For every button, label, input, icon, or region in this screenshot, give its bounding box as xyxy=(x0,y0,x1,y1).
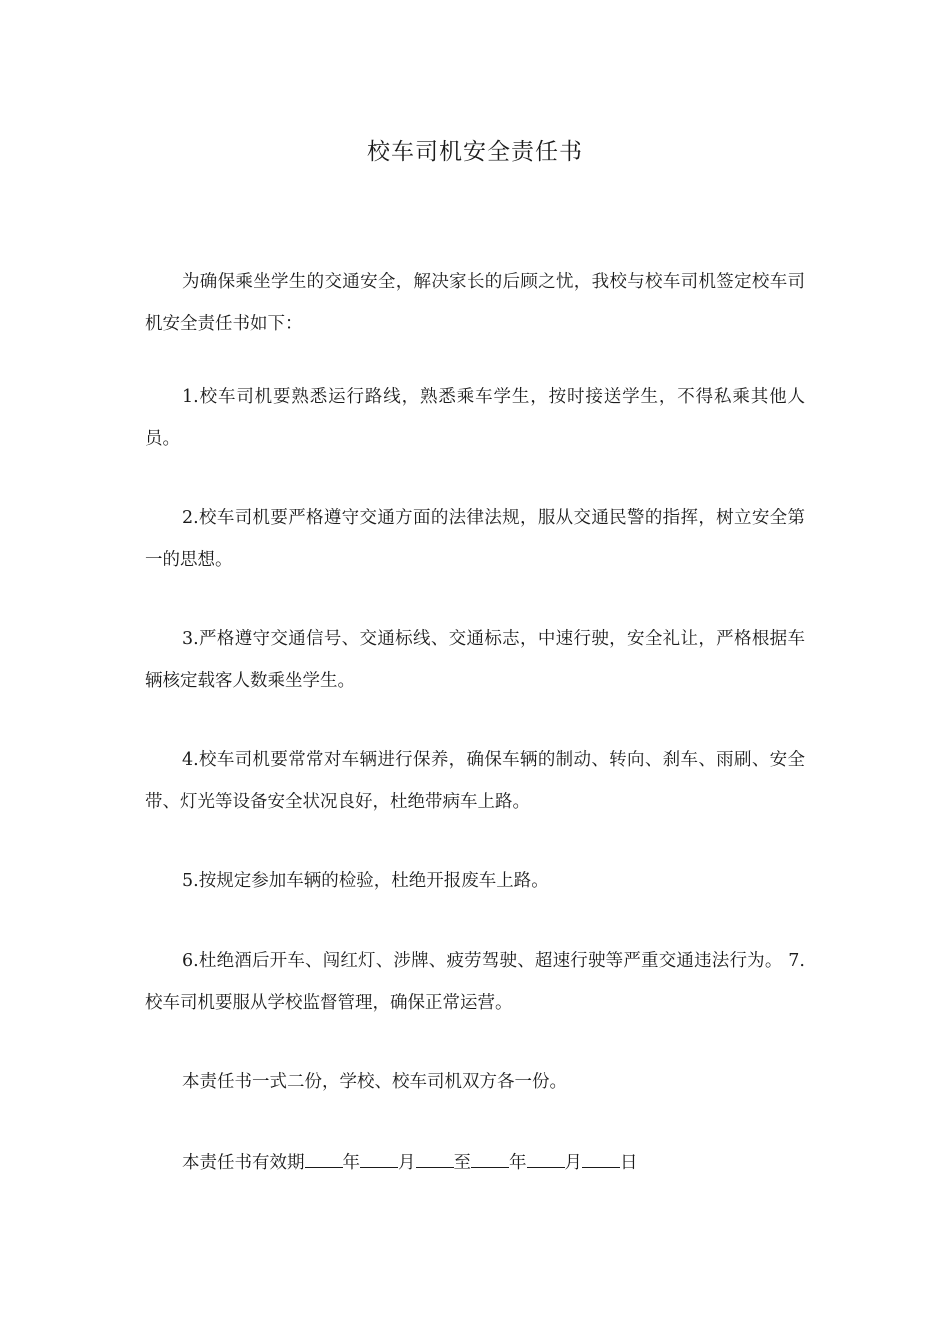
year-label-2: 年 xyxy=(509,1153,527,1173)
month-label-2: 月 xyxy=(564,1153,582,1173)
copies-note: 本责任书一式二份，学校、校车司机双方各一份。 xyxy=(182,1072,567,1092)
clause-6-7: 6.杜绝酒后开车、闯红灯、涉牌、疲劳驾驶、超速行驶等严重交通违法行为。 7. 校车司机要服从学校监督管理，确保正常运营。 xyxy=(145,951,805,1013)
clause-3: 3.严格遵守交通信号、交通标线、交通标志，中速行驶，安全礼让，严格根据车辆核定载客人数乘坐学生。 xyxy=(145,629,805,691)
clause-5: 5.按规定参加车辆的检验，杜绝开报废车上路。 xyxy=(182,871,549,891)
month-blank-1 xyxy=(360,1149,398,1168)
clause-4: 4.校车司机要常常对车辆进行保养，确保车辆的制动、转向、刹车、雨刷、安全带、灯光等设备安全状况良好，杜绝带病车上路。 xyxy=(145,750,805,812)
day-blank-2 xyxy=(582,1149,620,1168)
year-blank-2 xyxy=(471,1149,509,1168)
clause-2: 2.校车司机要严格遵守交通方面的法律法规，服从交通民警的指挥，树立安全第一的思想。 xyxy=(145,508,805,570)
month-blank-2 xyxy=(527,1149,565,1168)
year-label-1: 年 xyxy=(342,1153,360,1173)
month-label-1: 月 xyxy=(398,1153,416,1173)
validity-line xyxy=(145,1142,805,1184)
clause-1: 1.校车司机要熟悉运行路线，熟悉乘车学生，按时接送学生，不得私乘其他人员。 xyxy=(145,387,805,449)
year-blank-1 xyxy=(305,1149,343,1168)
day-label: 日 xyxy=(620,1153,638,1173)
validity-prefix: 本责任书有效期 xyxy=(182,1153,305,1173)
to-label: 至 xyxy=(453,1153,471,1173)
document-title: 校车司机安全责任书 xyxy=(367,139,583,165)
intro-paragraph: 为确保乘坐学生的交通安全，解决家长的后顾之忧，我校与校车司机签定校车司机安全责任书如下： xyxy=(145,272,805,334)
day-blank-1 xyxy=(416,1149,454,1168)
